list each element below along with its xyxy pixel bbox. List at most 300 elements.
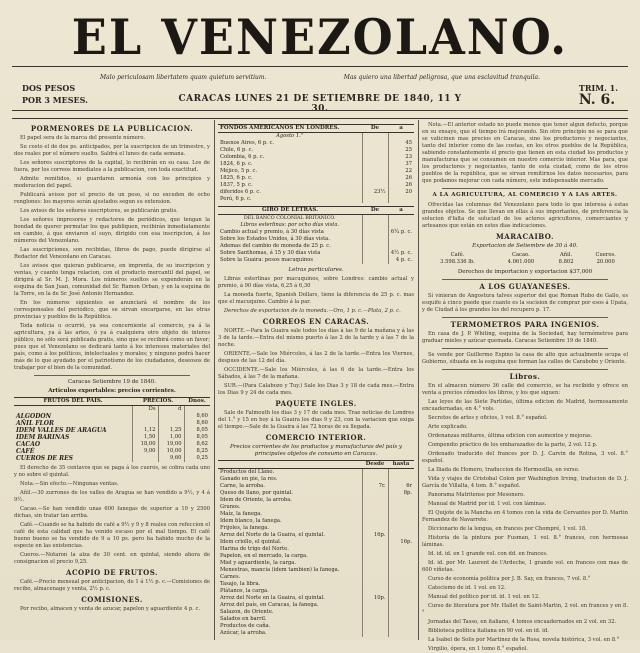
fruto-price-min <box>132 413 158 420</box>
fondo-a: 45 <box>388 140 414 147</box>
giro-a: 4 p. c. <box>388 257 414 264</box>
fondo-a: 26 <box>388 182 414 189</box>
price-line1: DOS PESOS <box>22 83 76 93</box>
table-row <box>218 497 414 504</box>
libro-item: Ordenado traducido del frances por D. J. Carvin de Rotina, 3 vol. 8.° español. <box>422 451 628 464</box>
comercio-a: 8p. <box>388 490 414 497</box>
table-row <box>218 504 414 511</box>
table-row <box>218 243 414 250</box>
giro-sub2: Libras esterlinas: por ocho días vista. <box>240 222 340 228</box>
comercio-name: Salados en barril. <box>220 616 267 622</box>
fruto-name: ALGODON <box>16 413 52 420</box>
comercio-name: Idem de Oriente, la arroba. <box>220 497 292 503</box>
giro-rows <box>218 229 414 264</box>
table-row <box>218 630 414 637</box>
fruto-price-min: 1,50 <box>132 434 158 441</box>
table-row <box>218 546 414 553</box>
fondo-a: 22 <box>388 168 414 175</box>
comercio-a <box>388 553 414 560</box>
price-line2: POR 3 MESES. <box>22 95 88 105</box>
comercio-de <box>362 623 388 630</box>
comercio-a <box>388 525 414 532</box>
acopio-text: Café.—Precio mensual por anticipacion, de 1 á 1½ p. c.—Comisiones de recibo, almacenage y venta, 2½ p. c. <box>14 579 210 592</box>
fondo-a: 26 <box>388 175 414 182</box>
carabobo-text: Se vende por Guillermo Espino la casa de alto que actualmente ocupa el Gobierno, situada en la esquina que forman las calles de Carabobo y Oriente. <box>422 352 628 365</box>
fondo-de <box>362 196 388 203</box>
table-row <box>14 455 210 462</box>
pormenores-paragraph: Su costo el de dos ps. anticipados, por la suscripcion de un trimestre, y dos reales por el número suelto. Saldrá el lunes de cada semana. <box>14 144 210 157</box>
libro-item: Vida y viajes de Cristobal Colon por Washington Irving, traducion de D. J. García de Villalta, 4 tom. 8.° español. <box>422 476 628 489</box>
fondo-name: Méjico, 5 p. c. <box>220 168 258 174</box>
comercio-rows <box>218 469 414 638</box>
table-row <box>218 161 414 168</box>
comercio-name: Queso de llano, por quintal. <box>220 490 294 496</box>
comercio-a <box>388 616 414 623</box>
maracaibo-header-row <box>422 252 628 259</box>
giro-note: Letras particulares. <box>288 267 344 273</box>
divider <box>442 188 608 189</box>
comercio-name: Productos del Llano. <box>220 469 275 475</box>
frutos-sub-ds: Ds <box>132 406 158 414</box>
comercio-a <box>388 630 414 637</box>
fondo-name: diferidos 6 p. c. <box>220 189 261 195</box>
comercio-name: Arroz del Norte de la Guaira, el quintal. <box>220 532 325 538</box>
giro-name: Ademas del cambio de moneda de 25 p. c. <box>220 243 331 249</box>
divider <box>442 348 608 349</box>
comercio-de <box>362 609 388 616</box>
masthead-title: EL VENEZOLANO. <box>71 8 569 66</box>
libro-item: Las leyes de las Siete Partidas, última edicion de Madrid, hermosamente encuadernadas, en 4.° vols. <box>422 399 628 412</box>
comercio-de <box>362 476 388 483</box>
comercio-a <box>388 588 414 595</box>
guayaneses-heading: A LOS GUAYANESES. <box>479 282 571 291</box>
fondo-a: 23 <box>388 154 414 161</box>
fondos-date: Agosto 1.° <box>276 133 304 139</box>
table-row <box>218 154 414 161</box>
fruto-name: IDEM VALLES DE ARAGUA <box>16 427 107 434</box>
fondos-rows <box>218 140 414 203</box>
pormenores-paragraphs <box>14 135 210 372</box>
fondo-de <box>362 182 388 189</box>
comercio-name: Harina de trigo del Norte. <box>220 546 289 552</box>
comercio-de <box>362 525 388 532</box>
comercio-name: Productos de caña. <box>220 623 271 629</box>
table-row <box>218 616 414 623</box>
libro-item: Ordenanzas militares, última edicion con aumentos y mejoras. <box>428 433 593 439</box>
divider <box>34 375 190 376</box>
correo-route: SUR.—(Para Calabozo y Tuy.) Sale los Dias 3 y 18 de cada mes.—Entra los Dias 9 y 24 de cada mes. <box>218 383 414 396</box>
comercio-name: Salazon, de Oriente. <box>220 609 274 615</box>
table-row <box>218 560 414 567</box>
table-row <box>218 623 414 630</box>
comercio-name: Idem criollo, el quintal. <box>220 539 282 545</box>
comercio-a <box>388 504 414 511</box>
libros-heading: Libros. <box>509 372 541 381</box>
comercio-a <box>388 581 414 588</box>
pormenores-paragraph: Publicará avisos por el precio de un peso, si no exceden de ocho renglones: los mayores serán ajustados segun su extension. <box>14 192 210 205</box>
comercio-a <box>388 560 414 567</box>
fondos-heading: FONDOS AMERICANOS EN LONDRES. <box>218 125 362 133</box>
fondo-a: 25 <box>388 147 414 154</box>
fondo-a <box>388 196 414 203</box>
giro-sub: DEL BANCO COLONIAL BRITÁNICO. <box>243 216 336 221</box>
fondo-de <box>362 154 388 161</box>
libro-item: Curso de literatura por Mr. Hallet de Saint-Martin, 2 vol. en frances y en 8.° <box>422 603 628 616</box>
table-row <box>218 595 414 602</box>
giro-de <box>362 257 388 264</box>
libro-item: Virgilio, ópera, en 1 tomo 8.° español. <box>428 646 528 652</box>
pormenores-paragraph: Las suscripciones, son recibidas, libros de pago, puede dirigirse al Redactor del Venezolano en Caracas. <box>14 247 210 260</box>
libro-item: Secretos de artes y oficios, 1 vol. 8.° español. <box>428 415 548 421</box>
giro-name: Sobre la Guaira: pesos macuquinos <box>220 257 313 263</box>
giro-note-2: Libras esterlinas por macuquinos, sobre Londres: cambio actual y premio, á 90 días vista, 6,25 á 6,30 <box>218 276 414 289</box>
fondo-de <box>362 161 388 168</box>
fruto-name: IDEM BARINAS <box>16 434 70 441</box>
fruto-duty: 8,60 <box>184 413 210 420</box>
fruto-name: AÑIL FLOR <box>16 420 54 427</box>
fondos-col-de: De <box>362 125 388 133</box>
maracaibo-col-value: 20.000 <box>596 259 615 265</box>
fruto-price-max: 19,00 <box>158 441 184 448</box>
fondo-de <box>362 147 388 154</box>
table-row <box>218 588 414 595</box>
comercio-a <box>388 476 414 483</box>
table-row <box>218 175 414 182</box>
correo-route: OCCIDENTE.—Sale los Miércoles, á las 6 de la tarde.—Entra los Sábados, á las 7 de la mañana. <box>218 367 414 380</box>
pormenores-paragraph: Admite remitidos, si guardaren armonía con los principios y moderacion del papel. <box>14 176 210 189</box>
maracaibo-col-label: Cueros. <box>595 252 616 258</box>
comercio-de: 7r. <box>362 483 388 490</box>
maracaibo-value-row <box>422 259 628 266</box>
table-row <box>218 574 414 581</box>
comercio-a: 16p. <box>388 539 414 546</box>
fruto-price-min <box>132 420 158 427</box>
fondo-name: Chile, 6 p. c. <box>220 147 254 153</box>
fruto-price-max: 1,25 <box>158 427 184 434</box>
libro-item: Jornadas del Tasso, en italiano, 4 tomos encuadernados en 2 vol. en 32. <box>428 619 617 625</box>
sovereign-note: La moneda fuerte, Spanish Dollars, tiene la diferencia de 25 p. c. mas que el macuquino. Cambio á la par. <box>218 292 414 305</box>
fruto-price-min: 18,00 <box>132 441 158 448</box>
giro-col-a: a <box>388 207 414 215</box>
table-row <box>218 483 414 490</box>
giro-de <box>362 243 388 250</box>
dateline: CARACAS LUNES 21 DE SETIEMBRE DE 1840, 11 Y 30. <box>178 94 462 114</box>
giro-a: 6¼ p. c. <box>388 229 414 236</box>
libro-item: Historia de la pintura por Fusman, 1 vol. 8.° frances, con hermosas láminas. <box>422 535 628 548</box>
fruto-duty: 8,05 <box>184 427 210 434</box>
masthead-rule-mid <box>12 110 628 111</box>
comercio-col-hasta: hasta <box>388 461 414 469</box>
table-row <box>218 532 414 539</box>
maracaibo-table <box>422 252 628 266</box>
maracaibo-note: Derechos de importacion y exportacion $37,000 <box>457 269 593 275</box>
fondos-col-a: a <box>388 125 414 133</box>
libro-item: Manual de Madrid por id. 1 vol. con láminas. <box>428 501 547 507</box>
comercio-a <box>388 469 414 477</box>
frutos-header-precios: PRECIOS. <box>132 398 184 406</box>
correo-route: ORIENTE.—Sale los Miércoles, á las 2 de la tarde.—Entra los Viernes, despues de las 12 del día. <box>218 351 414 364</box>
fondo-a: 20 <box>388 189 414 196</box>
comercio-name: Granos. <box>220 504 241 510</box>
table-row <box>218 168 414 175</box>
giro-table <box>218 206 414 264</box>
fruto-price-min <box>132 455 158 462</box>
fruto-price-min: 1,12 <box>132 427 158 434</box>
comercio-de <box>362 630 388 637</box>
fruto-duty: 8,62 <box>184 441 210 448</box>
maracaibo-col-label: Cacao. <box>512 252 530 258</box>
comercio-a <box>388 532 414 539</box>
table-row <box>218 140 414 147</box>
libro-item: El Quijote de la Mancha en 4 tomos con la vida de Cervantes por D. Martin Fernandez de Navarrete. <box>422 510 628 523</box>
table-row <box>14 434 210 441</box>
comercio-name: Arroz del Norte en la Guaira, el quintal. <box>220 595 325 601</box>
comercio-a <box>388 546 414 553</box>
fondo-name: 1824, 6 p. c. <box>220 161 253 167</box>
comercio-table <box>218 460 414 637</box>
comercio-de <box>362 602 388 609</box>
derecho-note: Derechos de exportacion de la moneda.—Oro, 1 p. c.—Plata, 2 p. c. <box>224 308 401 314</box>
correos-heading: CORREOS EN CARACAS. <box>262 317 370 326</box>
agricultura-text: Ofrecidas las columnas del Venezolano para todo lo que interesa á estas grandes objetos. Se que llevan en ellas á sus importantes, de preferencia la solucion d'falta de soluciad de los actores agricultores, comerciantes y artesanos que están en estos dias indicaciones. <box>422 202 628 229</box>
comercio-de <box>362 539 388 546</box>
frutos-header-name: FRUTOS DEL PAIS. <box>14 398 132 406</box>
fruto-price-max <box>158 420 184 427</box>
fruto-duty: 8,60 <box>184 420 210 427</box>
pormenores-paragraph: El papel sera de la marca del presente número. <box>20 135 146 141</box>
cueros-note: El derecho de 35 centavos que se paga á los cueros, se cobra cada uno y no sobre el quintal. <box>14 465 210 478</box>
comercio-de <box>362 504 388 511</box>
pormenores-paragraph: Los señores suscriptores de la capital, lo recibirán en su casa. Los de fuera, por los correos inmediatos a la publicacion, con toda exactitud. <box>14 160 210 173</box>
nota-text: Nota.—El anterior estado no puede menos que tener algun defecto, porque en su ensayo, que el tiempo irá mejorando. Sin otro principio no se para que se vaticinen mas precios en Caracas, sino los productores y negociantes, tanto del interior como de las costas, en los otros pueblos de la República, sabiendo constantemente el precio que tienen en esta ciudad los productos y manufacturas que se consumen en nuestro comercio interior. Mas para, que los productores y negociantes, tanto de esta ciudad, como de los otros pueblos de la república, que se sirvan remitirnos los datos necesarios, para que podamos mejorar con cada número, este indispensable mercado. <box>422 122 628 184</box>
fruto-duty: 0,25 <box>184 455 210 462</box>
table-row <box>14 420 210 427</box>
comercio-de <box>362 546 388 553</box>
divider <box>442 369 608 370</box>
agricultura-heading: A LA AGRICULTURA, AL COMERCIO Y A LAS ARTES. <box>432 192 618 198</box>
column-divider-1 <box>214 120 215 640</box>
market-date: Caracas Setiembre 19 de 1840. <box>68 379 156 385</box>
giro-a: 4½ p. c. <box>388 250 414 257</box>
issue-box <box>579 82 618 106</box>
comercio-a <box>388 609 414 616</box>
correos-list <box>218 328 414 397</box>
fruto-price-max <box>158 413 184 420</box>
termometros-text: En casa de J. P. Whiting, esquina de la Sociedad, hay termómetros para graduar mieles y azúcar quemada. Caracas Setiembre 19 de 1840. <box>422 331 628 344</box>
table-row <box>14 441 210 448</box>
comercio-name: Menestras, mancia (idem tambien) la fanega. <box>220 567 340 573</box>
comercio-de <box>362 469 388 477</box>
comercio-heading: COMERCIO INTERIOR. <box>265 433 367 442</box>
comercio-name: Maíz, la fanega. <box>220 511 262 517</box>
comercio-de <box>362 581 388 588</box>
table-row <box>218 553 414 560</box>
libro-item: Manual del político por id. id. 1 vol. en 12. <box>428 594 540 600</box>
frutos-table <box>14 397 210 462</box>
table-row <box>14 413 210 420</box>
comercio-name: Carne, la arroba. <box>220 483 265 489</box>
libros-intro: En el almacen número 36 calle del comercio, se ha recibido y ofrece en venta a precios cómodos los libros, y los que siguen: <box>422 383 628 396</box>
comisiones-heading: COMISIONES. <box>81 595 143 604</box>
frutos-header-dnos: Dnos. <box>184 398 210 406</box>
comercio-subtitle: Precios corrientes de los productos y manufacturas del país y principales objetos de consumo en Caracas. <box>230 444 402 457</box>
table-row <box>14 427 210 434</box>
column-divider-2 <box>418 120 419 640</box>
libro-item: La Isabel de Solis por Martinez de la Rosa, novela histórica, 3 vol. en 8.° <box>428 637 620 643</box>
giro-de <box>362 250 388 257</box>
maracaibo-col-label: Añil. <box>560 252 573 258</box>
correo-route: NORTE.—Para la Guaira sale todos los días á las 9 de la mañana y á las 3 de la tarde.—Entra del mismo puerto á las 2 de la tarde y á las 7 de la noche. <box>218 328 414 348</box>
pormenores-paragraph: Toda noticia u ocurrió, ya sea concerniente al comercio, ya á la agricultura, ya á las artes, ó ya á cualquiera otro objeto de interes público, no sólo será publicada gratis, sino que se recibirá como un favor; pues que el Venezolano se dedicará tanto á los intereses materiales del país, como á los políticos, intelectuales y morales; y ninguno podrá hacer más de lo que ayudado por el patriotismo de los ciudadanos, deseosos de trabajar por el bien de la comunidad. <box>14 323 210 371</box>
fondo-de <box>362 168 388 175</box>
comercio-name: Arroz del país, en Caracas, la fanega. <box>220 602 319 608</box>
fruto-price-max: 10,00 <box>158 448 184 455</box>
comercio-name: Plátanos, la carga. <box>220 588 269 594</box>
comercio-name: Ganado en pie, la res. <box>220 476 278 482</box>
acopio-heading: ACOPIO DE FRUTOS. <box>66 568 158 577</box>
comercio-a <box>388 574 414 581</box>
comercio-a <box>388 623 414 630</box>
comercio-a <box>388 595 414 602</box>
table-row <box>218 511 414 518</box>
column-1 <box>14 122 210 640</box>
table-row <box>218 518 414 525</box>
comercio-de <box>362 490 388 497</box>
maracaibo-col-value: 8.802 <box>558 259 574 265</box>
table-row <box>218 189 414 196</box>
comercio-name: Miel y aguardiente, la carga. <box>220 560 297 566</box>
fruto-name: CACAO <box>16 441 41 448</box>
fruto-duty: 8,05 <box>184 434 210 441</box>
issue-trimester: TRIM. 1. <box>578 83 618 93</box>
comercio-a <box>388 567 414 574</box>
comercio-de <box>362 518 388 525</box>
table-row <box>218 476 414 483</box>
giro-a <box>388 236 414 243</box>
libro-item: Id. id. por Mr. Laurent de l'Ardeche, 1 grande vol. en frances con mas de 600 viñetas. <box>422 560 628 573</box>
libros-list <box>422 399 628 653</box>
comercio-de <box>362 616 388 623</box>
motto-right: Mas quiero una libertad peligrosa, que una esclavitud tranquila. <box>343 74 540 81</box>
fondo-name: 1825, 6 p. c. <box>220 175 253 181</box>
fondo-name: 1837, 5 p. c. <box>220 182 253 188</box>
comercio-name: Carnes. <box>220 574 241 580</box>
table-row <box>218 581 414 588</box>
motto-left: Malo periculosam libertatem quam quietum servitium. <box>100 74 267 81</box>
comercio-a <box>388 511 414 518</box>
maracaibo-col-label: Café. <box>450 252 465 258</box>
libro-item: Panorama Matritense por Mesonero. <box>428 492 525 498</box>
pormenores-paragraph: Los avisos de los señores suscriptores, se publicarán gratis. <box>20 208 178 214</box>
comercio-a <box>388 518 414 525</box>
table-row <box>218 182 414 189</box>
comercio-a: 6r <box>388 483 414 490</box>
fondo-name: Colombia, 6 p. c. <box>220 154 265 160</box>
maracaibo-col-value: 4.061.000 <box>507 259 535 265</box>
frutos-sub-d: d <box>158 406 184 414</box>
libro-item: Id. id. id. en 1 grande vol. con dd. en frances. <box>428 551 548 557</box>
column-2 <box>218 122 414 640</box>
table-row <box>218 602 414 609</box>
libro-item: Curso de economía política por J. B. Say, en frances, 7 vol. 8.° <box>428 576 591 582</box>
paquete-heading: PAQUETE INGLES. <box>275 399 357 408</box>
comercio-name: Idem blanco, la fanega. <box>220 518 282 524</box>
observ-3: Cacao.—Se han vendido unas 600 fanegas de superior a 19 y 2500 dichas, sin tratar tan arriba. <box>14 506 210 519</box>
fondos-table <box>218 124 414 203</box>
fondo-a: 37 <box>388 161 414 168</box>
issue-number: N. 6. <box>578 92 616 108</box>
observ-2: Añil.—30 zurrones de los valles de Aragua se han vendido a 9½, y 4 á 9½. <box>14 490 210 503</box>
fondo-de: 23½ <box>362 189 388 196</box>
libro-item: Diccionario de la lengua, en frances por Chompré, 1 vol. 18. <box>428 526 587 532</box>
comercio-a <box>388 497 414 504</box>
table-row <box>218 250 414 257</box>
giro-name: Cambio actual y premio, á 30 días vista <box>220 229 324 235</box>
termometros-heading: TERMOMETROS PARA INGENIOS. <box>450 320 600 329</box>
table-row <box>218 567 414 574</box>
table-row <box>218 525 414 532</box>
pormenores-heading: PORMENORES DE LA PUBLICACION. <box>30 124 194 133</box>
maracaibo-col-value: 3.598.336 lb. <box>440 259 475 265</box>
price-box <box>22 82 88 106</box>
masthead-rule-top <box>12 66 628 67</box>
comercio-de <box>362 553 388 560</box>
libro-item: Compendio práctico de los embarazados de la parte, 2 vol. 12 p. <box>428 442 598 448</box>
pormenores-paragraph: Los avisos que quieran publicarse, en imprenta, de su inscripcion y ventas, y cuanto tenga relacion, con el producto mercantil del papel, se dirigirá al Sr. M. J. Mora. Los números sueltos se expenderán en la esquina de San Juan, comunidad del Sr. Ramon Orban, y en la esquina de la Torre, en la de Sr. José Antonio Hernandez. <box>14 263 210 297</box>
fruto-price-max: 9,60 <box>158 455 184 462</box>
observ-4: Café.—Cuando se ha habido de café a 9½ y 9 y 8 reales con refeccion el café de esta calidad que ha venido escaso por el mal tiempo. El café bueno bueno se ha vendido de 9 a 10 ps. pero ha habido mucho de la especie en las existencias. <box>14 522 210 549</box>
divider <box>442 317 608 318</box>
column-3 <box>422 122 628 652</box>
table-row <box>218 257 414 264</box>
libro-item: Arte explicado. <box>428 424 468 430</box>
comisiones-text: Por recibo, almacen y venta de azucar, papelon y aguardiente 4 p. c. <box>20 606 201 612</box>
giro-a <box>388 243 414 250</box>
table-row <box>218 147 414 154</box>
giro-col-de: De <box>362 207 388 215</box>
comercio-name: Azúcar, la arroba. <box>220 630 267 636</box>
comercio-de <box>362 588 388 595</box>
pormenores-paragraph: En los números siguientes se anunciará el nombre de los corresponsales del periódico, que se sirvan encargarse, en las otras provincias y pueblos de la República. <box>14 300 210 320</box>
comercio-de: 16p. <box>362 532 388 539</box>
table-row <box>218 236 414 243</box>
table-row <box>218 539 414 546</box>
comercio-a <box>388 602 414 609</box>
pormenores-paragraph: Los señores impresores y redactores de periódicos, que tengan la bondad de querer permutar los que publiquen, recibirán inmediatamente en cambio, á que enviaren el suyo, dirigido con esa inscripcion, á los números del Venezolano. <box>14 217 210 244</box>
comercio-de <box>362 574 388 581</box>
fondo-de <box>362 175 388 182</box>
table-row <box>218 229 414 236</box>
maracaibo-subtitle: Exportacion de Setiembre de 30 á 40. <box>472 243 578 249</box>
comercio-col-desde: Desde <box>362 461 388 469</box>
giro-de <box>362 236 388 243</box>
fruto-price-min: 9,00 <box>132 448 158 455</box>
comercio-de: 10p. <box>362 595 388 602</box>
masthead-rule-bottom <box>12 118 628 119</box>
frutos-rows <box>14 413 210 462</box>
observ-5: Cueros.—Notaron la alza de 30 cent. en quintal, siendo ahora de consignacion el precio 9,25. <box>14 552 210 565</box>
fondo-de <box>362 140 388 147</box>
fondo-name: Buenos Aires, 6 p. c. <box>220 140 275 146</box>
comercio-de <box>362 511 388 518</box>
mottos <box>100 74 540 81</box>
giro-heading: GIRO DE LETRAS. <box>218 207 362 215</box>
comercio-name: Papelon, en el mercado, la carga. <box>220 553 308 559</box>
giro-de <box>362 229 388 236</box>
giro-name: Sobre Santhomas, á 15 y 30 días vista <box>220 250 321 256</box>
comercio-name: Tasajo, la libra. <box>220 581 261 587</box>
observ-1: Nota.—Sin efecto.—Ningunas ventas. <box>20 481 119 487</box>
